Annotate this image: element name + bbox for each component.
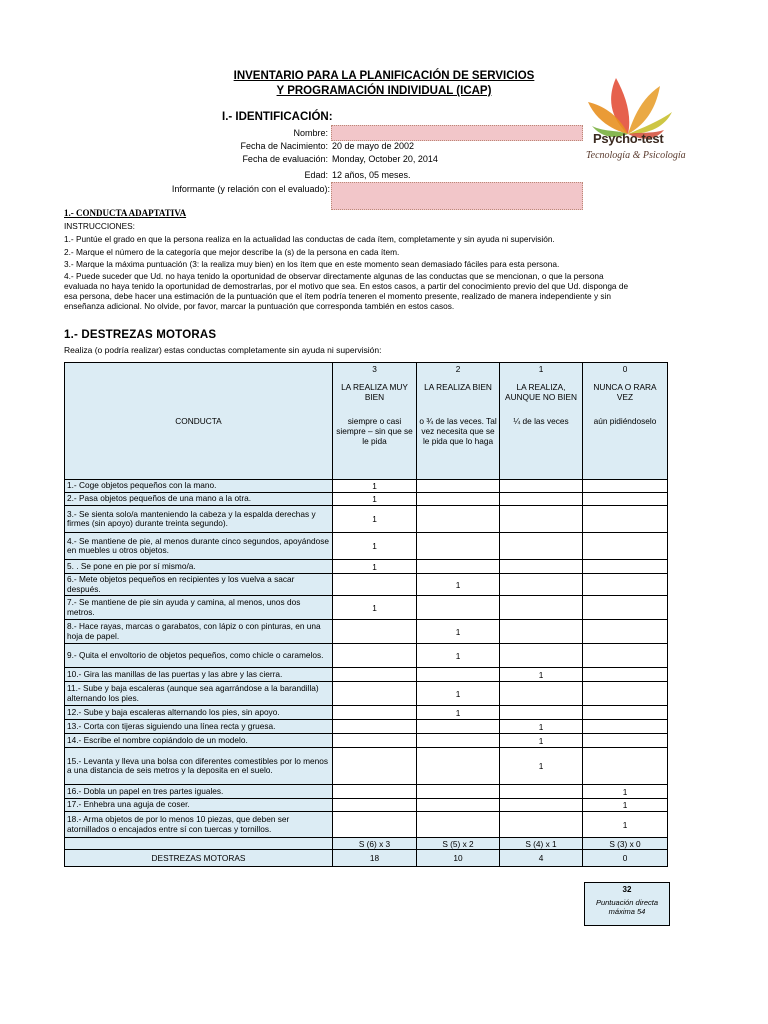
score-cell-s0[interactable]: [583, 596, 668, 620]
score-cell-s3[interactable]: [333, 706, 417, 720]
score-cell-s3[interactable]: [333, 748, 417, 785]
header-desc: o ¾ de las veces. Tal vez necesita que se le pida que lo haga: [419, 416, 497, 446]
instruction-4-line3: esa persona, debe hacer una estimación de la puntuación que el ítem podría teneren el momento presente, realizado de manera independiente y sin: [64, 291, 612, 301]
direct-score-label-2: máxima 54: [608, 907, 646, 916]
table-header-row: [65, 363, 668, 480]
header-col-0: [583, 363, 668, 480]
score-cell-s0[interactable]: [583, 533, 668, 560]
score-cell-s3[interactable]: 1: [333, 480, 417, 493]
header-score: 3: [372, 364, 377, 374]
table-row: [65, 560, 668, 574]
score-cell-s0[interactable]: [583, 720, 668, 734]
score-cell-s3[interactable]: [333, 620, 417, 644]
item-text: 12.- Sube y baja escaleras alternando los pies, sin apoyo.: [65, 706, 333, 720]
score-cell-s1[interactable]: [500, 560, 583, 574]
score-cell-s1[interactable]: [500, 506, 583, 533]
totals-label: DESTREZAS MOTORAS: [65, 850, 333, 867]
table-row: [65, 748, 668, 785]
table-row: [65, 812, 668, 838]
header-score: 0: [622, 364, 628, 374]
header-col-2: [417, 363, 500, 480]
form-title-line2: Y PROGRAMACIÓN INDIVIDUAL (ICAP): [276, 85, 492, 97]
header-col-1: [500, 363, 583, 480]
score-cell-s2[interactable]: 1: [417, 706, 500, 720]
score-cell-s2[interactable]: [417, 720, 500, 734]
table-row: [65, 596, 668, 620]
score-cell-s1[interactable]: [500, 785, 583, 799]
motor-skills-table: [64, 362, 668, 867]
score-cell-s1[interactable]: [500, 682, 583, 706]
score-cell-s0[interactable]: [583, 493, 668, 506]
informant-label: Informante (y relación con el evaluado):: [171, 184, 330, 194]
score-cell-s3[interactable]: 1: [333, 533, 417, 560]
score-cell-s1[interactable]: 1: [500, 668, 583, 682]
score-cell-s3[interactable]: 1: [333, 596, 417, 620]
score-cell-s1[interactable]: 1: [500, 720, 583, 734]
score-cell-s2[interactable]: [417, 480, 500, 493]
total-value: 4: [500, 850, 583, 867]
score-cell-s0[interactable]: [583, 506, 668, 533]
form-title-line1: INVENTARIO PARA LA PLANIFICACIÓN DE SERVICIOS: [233, 70, 535, 82]
score-cell-s1[interactable]: [500, 812, 583, 838]
score-cell-s2[interactable]: [417, 493, 500, 506]
table-row: [65, 785, 668, 799]
score-cell-s1[interactable]: [500, 533, 583, 560]
item-text: 5. . Se pone en pie por sí mismo/a.: [65, 560, 333, 574]
score-cell-s0[interactable]: [583, 560, 668, 574]
item-text: 10.- Gira las manillas de las puertas y las abre y las cierra.: [65, 668, 333, 682]
table-row: [65, 506, 668, 533]
item-text: 14.- Escribe el nombre copiándolo de un modelo.: [65, 734, 333, 748]
instructions-label: INSTRUCCIONES:: [64, 221, 135, 231]
logo-tagline: Tecnología & Psicología: [586, 150, 686, 161]
table-row: [65, 706, 668, 720]
score-cell-s0[interactable]: [583, 480, 668, 493]
motor-skills-heading: 1.- DESTREZAS MOTORAS: [64, 329, 217, 341]
direct-score-box: [584, 882, 670, 926]
table-row: [65, 734, 668, 748]
identification-heading: I.- IDENTIFICACIÓN:: [222, 111, 333, 123]
direct-score-value: 32: [622, 885, 632, 894]
score-cell-s0[interactable]: [583, 620, 668, 644]
score-cell-s3[interactable]: [333, 574, 417, 596]
instruction-4-line4: enseñanza adicional. No olvide, por favor, marcar la puntuación que corresponda también en estos casos.: [64, 301, 455, 311]
score-cell-s0[interactable]: [583, 748, 668, 785]
table-row: [65, 720, 668, 734]
instruction-4-line2: evaluada no haya tenido la oportunidad de demostrarlas, por el motivo que sea. En estos casos, a partir del conocimiento previo del que Ud. disponga de: [64, 281, 629, 291]
header-score: 1: [538, 364, 544, 374]
item-text: 4.- Se mantiene de pie, al menos durante cinco segundos, apoyándose en muebles u otros objetos.: [65, 533, 333, 560]
score-cell-s2[interactable]: [417, 799, 500, 812]
header-label: LA REALIZA MUY BIEN: [341, 382, 408, 402]
total-value: 0: [583, 850, 668, 867]
header-label: LA REALIZA BIEN: [424, 382, 492, 392]
header-desc: siempre o casi siempre – sin que se le pida: [336, 416, 413, 446]
sum-label: S (3) x 0: [583, 838, 668, 850]
table-row: [65, 799, 668, 812]
score-cell-s0[interactable]: [583, 734, 668, 748]
score-cell-s2[interactable]: [417, 668, 500, 682]
score-cell-s2[interactable]: 1: [417, 620, 500, 644]
name-label: Nombre:: [293, 128, 328, 138]
logo-name: Psycho-test: [593, 131, 664, 146]
score-cell-s3[interactable]: [333, 799, 417, 812]
score-cell-s3[interactable]: [333, 720, 417, 734]
item-text: 6.- Mete objetos pequeños en recipientes y los vuelva a sacar después.: [65, 574, 333, 596]
item-text: 2.- Pasa objetos pequeños de una mano a la otra.: [65, 493, 333, 506]
name-field[interactable]: [331, 125, 583, 141]
score-cell-s3[interactable]: [333, 785, 417, 799]
birth-value: 20 de mayo de 2002: [332, 141, 415, 151]
informant-field[interactable]: [331, 182, 583, 210]
header-col-3: [333, 363, 417, 480]
score-cell-s1[interactable]: 1: [500, 734, 583, 748]
score-cell-s2[interactable]: [417, 506, 500, 533]
table-row: [65, 574, 668, 596]
score-cell-s3[interactable]: [333, 668, 417, 682]
table-row: [65, 682, 668, 706]
header-label: LA REALIZA, AUNQUE NO BIEN: [505, 382, 577, 402]
score-cell-s1[interactable]: 1: [500, 748, 583, 785]
item-text: 16.- Dobla un papel en tres partes iguales.: [65, 785, 333, 799]
header-desc: aún pidiéndoselo: [593, 416, 657, 426]
score-cell-s3[interactable]: 1: [333, 506, 417, 533]
score-cell-s2[interactable]: [417, 533, 500, 560]
score-cell-s0[interactable]: [583, 668, 668, 682]
score-cell-s2[interactable]: [417, 812, 500, 838]
score-cell-s1[interactable]: [500, 493, 583, 506]
item-text: 17.- Enhebra una aguja de coser.: [65, 799, 333, 812]
item-text: 1.- Coge objetos pequeños con la mano.: [65, 480, 333, 493]
total-value: 10: [417, 850, 500, 867]
item-text: 11.- Sube y baja escaleras (aunque sea agarrándose a la barandilla) alternando los pies.: [65, 682, 333, 706]
instruction-2: 2.- Marque el número de la categoría que mejor describe la (s) de la persona en cada ítem.: [64, 247, 400, 257]
header-desc: ¼ de las veces: [513, 416, 569, 426]
sum-label: S (4) x 1: [500, 838, 583, 850]
item-text: 9.- Quita el envoltorio de objetos pequeños, como chicle o caramelos.: [65, 644, 333, 668]
table-row: [65, 620, 668, 644]
table-row: [65, 480, 668, 493]
score-cell-s2[interactable]: [417, 560, 500, 574]
score-cell-s2[interactable]: 1: [417, 644, 500, 668]
sum-spacer: [65, 838, 333, 850]
eval-date-label: Fecha de evaluación:: [242, 154, 328, 164]
item-text: 15.- Levanta y lleva una bolsa con diferentes comestibles por lo menos a una distancia de seis metros y la deposita en el suelo.: [65, 748, 333, 785]
score-cell-s1[interactable]: [500, 706, 583, 720]
score-cell-s1[interactable]: [500, 799, 583, 812]
sum-label: S (6) x 3: [333, 838, 417, 850]
item-text: 8.- Hace rayas, marcas o garabatos, con lápiz o con pinturas, en una hoja de papel.: [65, 620, 333, 644]
score-cell-s2[interactable]: [417, 785, 500, 799]
table-row: [65, 644, 668, 668]
table-row: [65, 533, 668, 560]
score-cell-s2[interactable]: [417, 748, 500, 785]
header-label: NUNCA O RARA VEZ: [593, 382, 657, 402]
totals-row: [65, 850, 668, 867]
sum-row: [65, 838, 668, 850]
score-cell-s0[interactable]: [583, 682, 668, 706]
score-cell-s3[interactable]: [333, 734, 417, 748]
table-row: [65, 493, 668, 506]
score-cell-s3[interactable]: [333, 812, 417, 838]
age-value: 12 años, 05 meses.: [332, 170, 411, 180]
age-label: Edad:: [304, 170, 328, 180]
score-cell-s3[interactable]: 1: [333, 560, 417, 574]
item-text: 3.- Se sienta solo/a manteniendo la cabeza y la espalda derechas y firmes (sin apoyo) durante treinta segundo).: [65, 506, 333, 533]
score-cell-s0[interactable]: [583, 574, 668, 596]
direct-score-label-1: Puntuación directa: [595, 898, 659, 907]
score-cell-s2[interactable]: [417, 734, 500, 748]
score-cell-s1[interactable]: [500, 574, 583, 596]
score-cell-s2[interactable]: 1: [417, 682, 500, 706]
score-cell-s1[interactable]: [500, 596, 583, 620]
item-text: 13.- Corta con tijeras siguiendo una línea recta y gruesa.: [65, 720, 333, 734]
birth-label: Fecha de Nacimiento:: [240, 141, 328, 151]
score-cell-s0[interactable]: [583, 706, 668, 720]
score-cell-s3[interactable]: 1: [333, 493, 417, 506]
total-value: 18: [333, 850, 417, 867]
instruction-3: 3.- Marque la máxima puntuación (3: la realiza muy bien) en los ítem que en este momento sean demasiado fáciles para esta persona.: [64, 259, 560, 269]
score-cell-s0[interactable]: 1: [583, 785, 668, 799]
eval-date-value: Monday, October 20, 2014: [332, 154, 438, 164]
table-row: [65, 668, 668, 682]
item-text: 18.- Arma objetos de por lo menos 10 piezas, que deben ser atornillados o encajados entre sí con tuercas y tornillos.: [65, 812, 333, 838]
score-cell-s1[interactable]: [500, 620, 583, 644]
score-cell-s0[interactable]: [583, 644, 668, 668]
instruction-4-line1: 4.- Puede suceder que Ud. no haya tenido la oportunidad de observar directamente algunas de las conductas que se mencionan, o que la persona: [64, 271, 604, 281]
score-cell-s1[interactable]: [500, 480, 583, 493]
header-conducta: CONDUCTA: [65, 363, 333, 480]
score-cell-s2[interactable]: [417, 596, 500, 620]
score-cell-s0[interactable]: 1: [583, 812, 668, 838]
motor-skills-subheading: Realiza (o podría realizar) estas conductas completamente sin ayuda ni supervisión:: [64, 345, 382, 355]
header-score: 2: [455, 364, 461, 374]
adaptive-behavior-heading: 1.- CONDUCTA ADAPTATIVA: [64, 208, 187, 218]
score-cell-s3[interactable]: [333, 682, 417, 706]
score-cell-s0[interactable]: 1: [583, 799, 668, 812]
item-text: 7.- Se mantiene de pie sin ayuda y camina, al menos, unos dos metros.: [65, 596, 333, 620]
score-cell-s1[interactable]: [500, 644, 583, 668]
instruction-1: 1.- Puntúe el grado en que la persona realiza en la actualidad las conductas de cada ítem, completamente y sin ayuda ni supervisión.: [64, 234, 555, 244]
score-cell-s3[interactable]: [333, 644, 417, 668]
sum-label: S (5) x 2: [417, 838, 500, 850]
score-cell-s2[interactable]: 1: [417, 574, 500, 596]
